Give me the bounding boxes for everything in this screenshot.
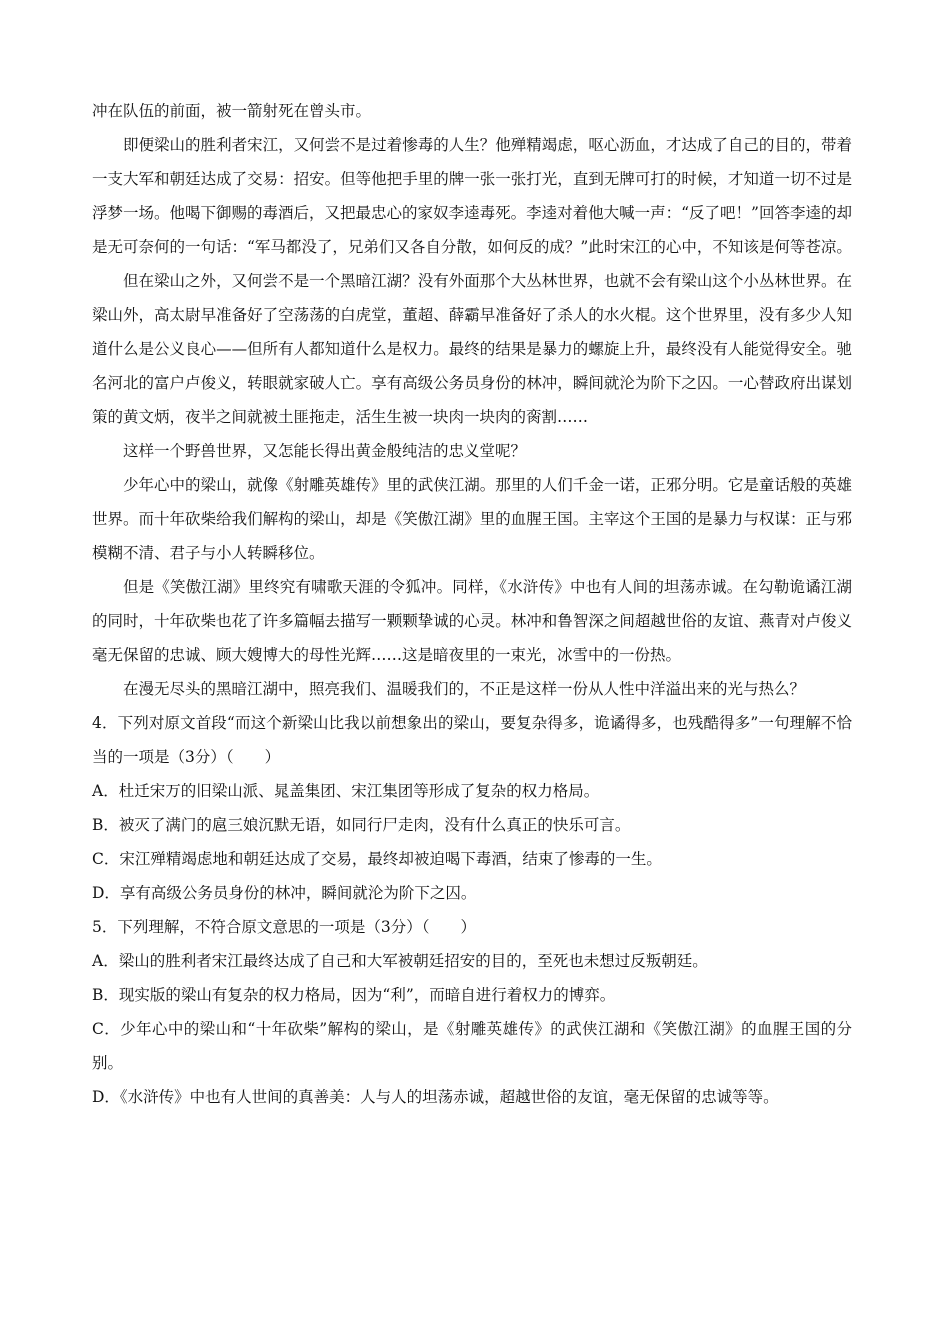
option-c: C．宋江殚精竭虑地和朝廷达成了交易，最终却被迫喝下毒酒，结束了惨毒的一生。 bbox=[92, 850, 662, 868]
option-d: D．《水浒传》中也有人世间的真善美：人与人的坦荡赤诚，超越世俗的友谊，毫无保留的忠诚等等。 bbox=[92, 1088, 779, 1106]
paragraph-continuation: 冲在队伍的前面，被一箭射死在曾头市。 bbox=[92, 102, 372, 120]
option-a: A．梁山的胜利者宋江最终达成了自己和大军被朝廷招安的目的，至死也未想过反叛朝廷。 bbox=[92, 952, 708, 970]
paragraph-conclusion: 在漫无尽头的黑暗江湖中，照亮我们、温暖我们的，不正是这样一份从人性中洋溢出来的光与热么？ bbox=[123, 680, 806, 698]
option-b: B．现实版的梁山有复杂的权力格局，因为“利”，而暗自进行着权力的博弈。 bbox=[92, 986, 616, 1004]
paragraph-youth-liangshan: 少年心中的梁山，就像《射雕英雄传》里的武侠江湖。那里的人们千金一诺，正邪分明。它是童话般的英雄世界。而十年砍柴给我们解构的梁山，却是《笑傲江湖》里的血腥王国。主宰这个王国的是暴力与权谋：正与邪模糊不清、君子与小人转瞬移位。 bbox=[92, 476, 852, 562]
question-stem: 5．下列理解，不符合原文意思的一项是（3分）（ ） bbox=[92, 918, 476, 936]
option-b: B．被灭了满门的扈三娘沉默无语，如同行尸走肉，没有什么真正的快乐可言。 bbox=[92, 816, 631, 834]
paragraph-beast-world: 这样一个野兽世界，又怎能长得出黄金般纯洁的忠义堂呢？ bbox=[123, 442, 527, 460]
paragraph-dark-jianghu: 但在梁山之外，又何尝不是一个黑暗江湖？没有外面那个大丛林世界，也就不会有梁山这个小丛林世界。在梁山外，高太尉早准备好了空荡荡的白虎堂，董超、薛霸早准备好了杀人的水火棍。这个世界里，没有多少人知道什么是公义良心——但所有人都知道什么是权力。最终的结果是暴力的螺旋上升，最终没有人能觉得安全。驰名河北的富户卢俊义，转眼就家破人亡。享有高级公务员身份的林冲，瞬间就沦为阶下之囚。一心替政府出谋划策的黄文炳，夜半之间就被土匪拖走，活生生被一块肉一块肉的脔割…… bbox=[92, 272, 852, 426]
document-page bbox=[92, 94, 852, 1114]
paragraph-water-margin-light: 但是《笑傲江湖》里终究有啸歌天涯的令狐冲。同样，《水浒传》中也有人间的坦荡赤诚。在勾勒诡谲江湖的同时，十年砍柴也花了许多篇幅去描写一颗颗挚诚的心灵。林冲和鲁智深之间超越世俗的友谊、燕青对卢俊义毫无保留的忠诚、顾大嫂博大的母性光辉……这是暗夜里的一束光，冰雪中的一份热。 bbox=[92, 578, 852, 664]
question-4 bbox=[92, 706, 852, 910]
option-a: A．杜迁宋万的旧梁山派、晁盖集团、宋江集团等形成了复杂的权力格局。 bbox=[92, 782, 600, 800]
question-5 bbox=[92, 910, 852, 1114]
option-d: D．享有高级公务员身份的林冲，瞬间就沦为阶下之囚。 bbox=[92, 884, 477, 902]
question-stem: 4．下列对原文首段“而这个新梁山比我以前想象出的梁山，要复杂得多，诡谲得多，也残酷得多”一句理解不恰当的一项是（3分）（ ） bbox=[92, 714, 852, 766]
paragraph-song-jiang: 即便梁山的胜利者宋江，又何尝不是过着惨毒的人生？他殚精竭虑，呕心沥血，才达成了自己的目的，带着一支大军和朝廷达成了交易：招安。但等他把手里的牌一张一张打光，直到无牌可打的时候，才知道一切不过是浮梦一场。他喝下御赐的毒酒后，又把最忠心的家奴李逵毒死。李逵对着他大喊一声：“反了吧！”回答李逵的却是无可奈何的一句话：“军马都没了，兄弟们又各自分散，如何反的成？”此时宋江的心中，不知该是何等苍凉。 bbox=[92, 136, 852, 256]
option-c: C．少年心中的梁山和“十年砍柴”解构的梁山，是《射雕英雄传》的武侠江湖和《笑傲江湖》的血腥王国的分别。 bbox=[92, 1020, 852, 1072]
